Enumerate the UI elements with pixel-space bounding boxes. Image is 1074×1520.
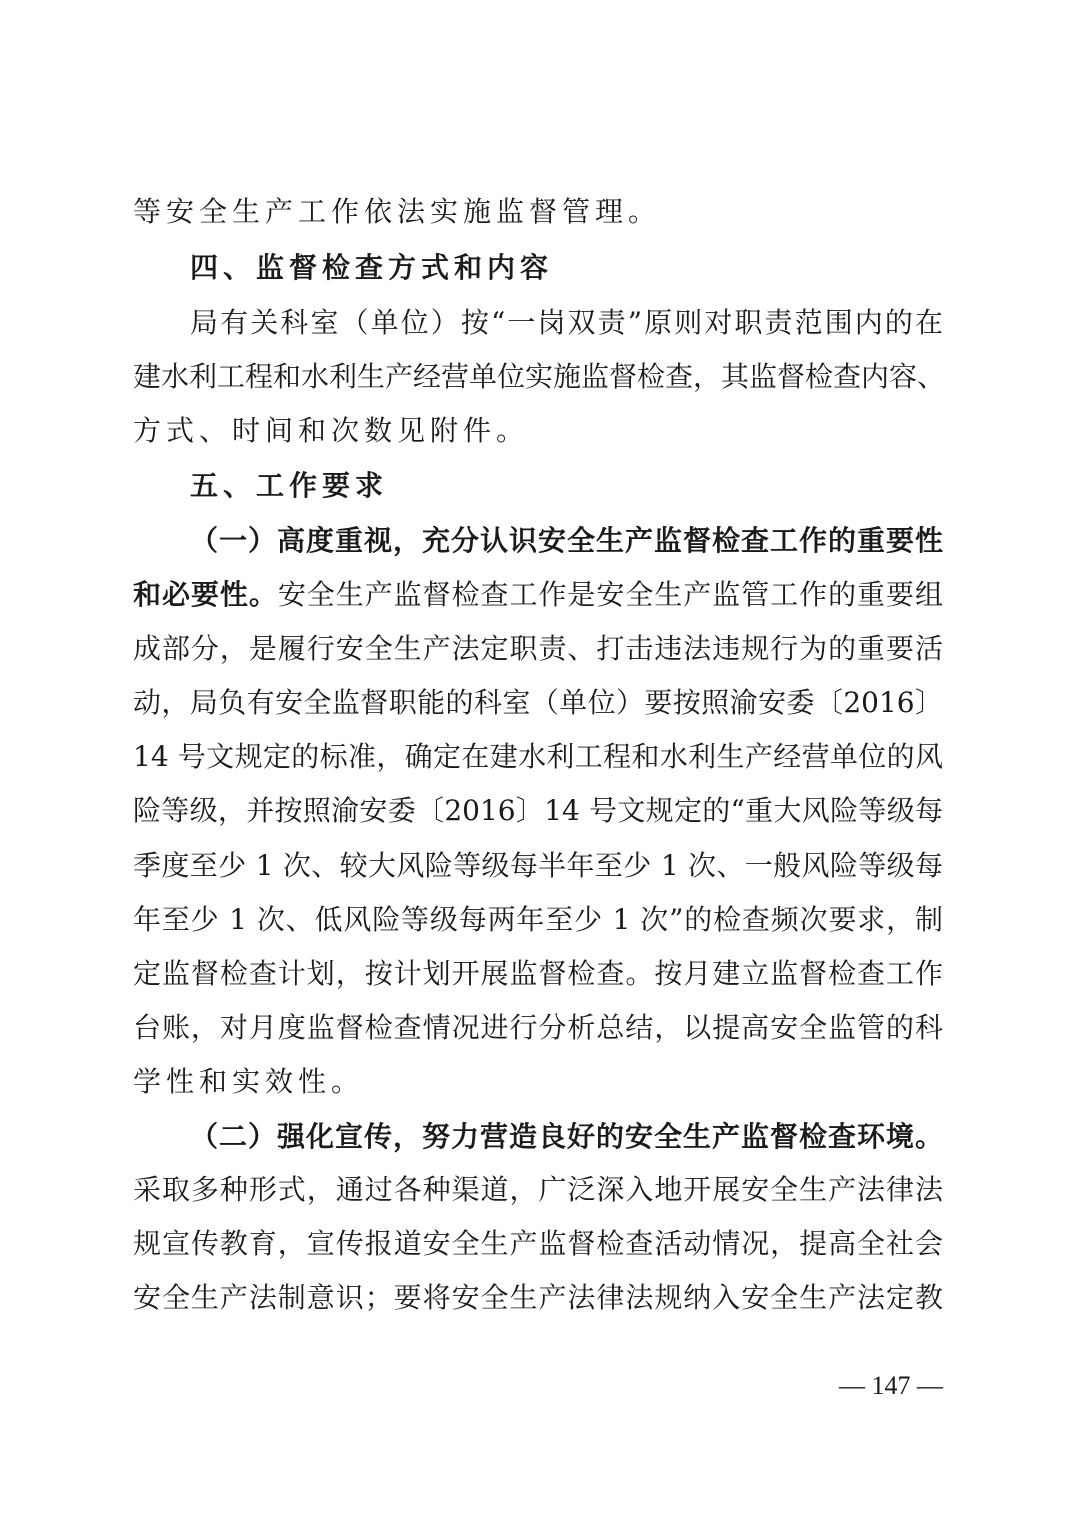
body-line: [133, 791, 943, 831]
subheading-text: （二）强化宣传，努力营造良好的安全生产监督检查环境。: [190, 1120, 943, 1153]
body-line: [133, 1170, 943, 1210]
line-text: 方式、时间和次数见附件。: [133, 414, 530, 447]
body-line: [133, 411, 943, 451]
section-heading-4: [190, 248, 943, 288]
heading-text: 五、工作要求: [190, 469, 389, 502]
section-heading-5: [190, 466, 943, 506]
body-line: [133, 683, 943, 723]
line-text: 局有关科室（单位）按“一岗双责”原则对职责范围内的在: [190, 306, 943, 339]
line-text: 14 号文规定的标准，确定在建水利工程和水利生产经营单位的风: [133, 740, 943, 773]
body-line: [133, 1062, 943, 1102]
body-line: [133, 1224, 943, 1264]
line-text: 规宣传教育，宣传报道安全生产监督检查活动情况，提高全社会: [133, 1227, 943, 1260]
body-line: [133, 629, 943, 669]
body-line: [133, 1278, 943, 1318]
line-text: 季度至少 1 次、较大风险等级每半年至少 1 次、一般风险等级每: [133, 849, 943, 882]
body-line: [133, 575, 943, 615]
body-line: [133, 954, 943, 994]
line-text: 安全生产法制意识；要将安全生产法律法规纳入安全生产法定教: [133, 1281, 943, 1314]
line-text: 等安全生产工作依法实施监督管理。: [133, 195, 662, 228]
body-line: [133, 357, 946, 397]
subheading-text: （一）高度重视，充分认识安全生产监督检查工作的重要性: [190, 524, 943, 557]
body-line: [133, 900, 943, 940]
line-text: 安全生产监督检查工作是安全生产监管工作的重要组: [277, 578, 943, 611]
body-line: [190, 303, 943, 343]
line-text: 建水利工程和水利生产经营单位实施监督检查，其监督检查内容、: [133, 360, 946, 393]
subheading-line: [190, 1117, 943, 1157]
subheading-text: 和必要性。: [133, 578, 278, 611]
subheading-line: [190, 521, 943, 561]
line-text: 学性和实效性。: [133, 1065, 365, 1098]
line-text: 采取多种形式，通过各种渠道，广泛深入地开展安全生产法律法: [133, 1173, 943, 1206]
line-text: 定监督检查计划，按计划开展监督检查。按月建立监督检查工作: [133, 957, 943, 990]
body-line: [133, 846, 943, 886]
body-line: [133, 737, 943, 777]
line-text: 动，局负有安全监督职能的科室（单位）要按照渝安委〔2016〕: [133, 686, 943, 719]
body-line: [133, 1008, 943, 1048]
line-text: 险等级，并按照渝安委〔2016〕14 号文规定的“重大风险等级每: [133, 794, 943, 827]
line-text: 成部分，是履行安全生产法定职责、打击违法违规行为的重要活: [133, 632, 943, 665]
heading-text: 四、监督检查方式和内容: [190, 251, 554, 284]
line-text: 年至少 1 次、低风险等级每两年至少 1 次”的检查频次要求，制: [133, 903, 943, 936]
page-number: — 147 —: [839, 1371, 943, 1400]
line-text: 台账，对月度监督检查情况进行分析总结，以提高安全监管的科: [133, 1011, 943, 1044]
body-line: [133, 192, 943, 232]
